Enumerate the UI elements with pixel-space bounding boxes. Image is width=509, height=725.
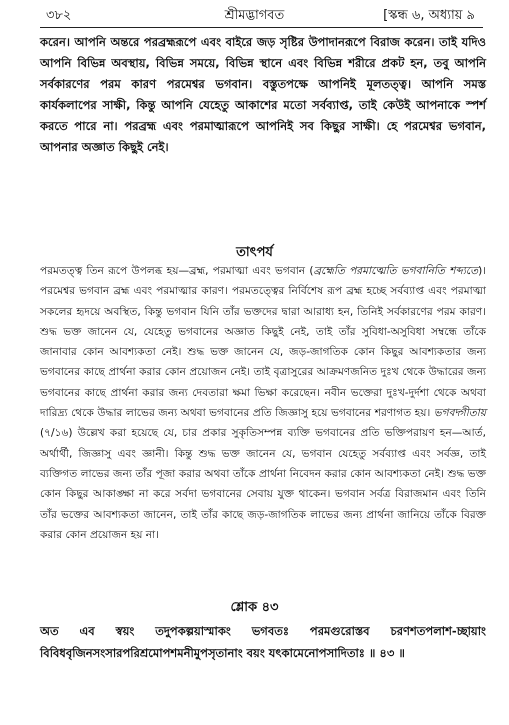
header-rule	[40, 27, 483, 28]
purport-heading: তাৎপর্য	[236, 245, 273, 260]
purport-text	[40, 261, 486, 545]
purport-segment: (৭/১৬) উল্লেখ করা হয়েছে যে, চার প্রকার সুকৃতিসম্পন্ন ব্যক্তি ভগবানের প্রতি ভক্তিপরায়ণ হন—আর্ত, অর্থার্থী, জিজ্ঞাসু এবং জ্ঞানী। কিন্তু শুদ্ধ ভক্ত জানেন যে, ভগবান যেহেতু সর্বব্যাপ্ত এবং সর্বজ্ঞ, তাই ব্যক্তিগত লাভের জন্য তাঁর পূজা করার অথবা তাঁকে প্রার্থনা নিবেদন করার কোন আবশ্যকতা নেই। শুদ্ধ ভক্ত কোন কিছুর আকাঙ্ক্ষা না করে সর্বদা ভগবানের সেবায় যুক্ত থাকেন। ভগবান সর্বত্র বিরাজমান এবং তিনি তাঁর ভক্তের আবশ্যকতা জানেন, তাই তাঁর কাছে জড়-জাগতিক লাভের জন্য প্রার্থনা জানিয়ে তাঁকে বিরক্ত করার কোন প্রয়োজন হয় না।	[40, 427, 486, 541]
purport-gita-reference: ভগবদ্গীতায়	[433, 407, 486, 420]
translation-paragraph: করেন। আপনি অন্তরে পরব্রহ্মরূপে এবং বাইরে জড় সৃষ্টির উপাদানরূপে বিরাজ করেন। তাই যদিও আপনি বিভিন্ন অবস্থায়, বিভিন্ন সময়ে, বিভিন্ন স্থানে এবং বিভিন্ন শরীরে প্রকট হন, তবু আপনি সর্বকারণের পরম কারণ পরমেশ্বর ভগবান। বস্তুতপক্ষে আপনিই মূলতত্ত্ব। আপনি সমস্ত কার্যকলাপের সাক্ষী, কিন্তু আপনি যেহেতু আকাশের মতো সর্বব্যাপ্ত, তাই কেউই আপনাকে স্পর্শ করতে পারে না। পরব্রহ্ম এবং পরমাত্মারূপে আপনিই সব কিছুর সাক্ষী। হে পরমেশ্বর ভগবান, আপনার অজ্ঞাত কিছুই নেই।	[40, 35, 486, 154]
verse-heading: শ্লোক ৪৩	[230, 600, 279, 615]
book-title: শ্রীমদ্ভাগবত	[224, 8, 285, 23]
chapter-reference: [স্কন্ধ ৬, অধ্যায় ৯	[383, 8, 475, 23]
purport-quote: ব্রহ্মেতি পরমাত্মেতি ভগবানিতি শব্দ্যতে	[313, 265, 479, 277]
purport-paragraph	[40, 261, 486, 545]
translation-text	[40, 32, 486, 158]
purport-segment: )। পরমেশ্বর ভগবান ব্রহ্ম এবং পরমাত্মার কারণ। পরমতত্ত্বের নির্বিশেষ রূপ ব্রহ্ম হচ্ছে সর্বব্যাপ্ত এবং পরমাত্মা সকলের হৃদয়ে অবস্থিত, কিন্তু ভগবান যিনি তাঁর ভক্তদের দ্বারা আরাধ্য হন, তিনিই সর্বকারণের পরম কারণ। শুদ্ধ ভক্ত জানেন যে, যেহেতু ভগবানের অজ্ঞাত কিছুই নেই, তাই তাঁর সুবিধা-অসুবিধা সম্বন্ধে তাঁকে জানাবার কোন আবশ্যকতা নেই। শুদ্ধ ভক্ত জানেন যে, জড়-জাগতিক কোন কিছুর আবশ্যকতার জন্য ভগবানের কাছে প্রার্থনা করার কোন প্রয়োজন নেই। তাই বৃত্রাসুরের আক্রমণজনিত দুঃখ থেকে উদ্ধারের জন্য ভগবানের কাছে প্রার্থনা করার জন্য দেবতারা ক্ষমা ভিক্ষা করেছেন। নবীন ভক্তেরা দুঃখ-দুর্দশা থেকে অথবা দারিদ্র্য থেকে উদ্ধার লাভের জন্য অথবা ভগবানের প্রতি জিজ্ঞাসু হয়ে ভগবানের শরণাগত হয়।	[40, 265, 487, 420]
purport-segment: পরমতত্ত্ব তিন রূপে উপলব্ধ হয়—ব্রহ্ম, পরমাত্মা এবং ভগবান (	[40, 265, 314, 277]
verse-paragraph: অত এব স্বয়ং তদুপকল্পয়াস্মাকং ভগবতঃ পরমগুরোস্তব চরণশতপলাশ-চ্ছায়াং বিবিধবৃজিনসংসারপরিশ্রমোপশমনীমুপসৃতানাং বয়ং যৎকামেনোপসাদিতাঃ ॥ ৪৩ ॥	[40, 624, 486, 660]
verse-text	[40, 620, 486, 664]
page-number: ৩৮২	[46, 8, 72, 23]
